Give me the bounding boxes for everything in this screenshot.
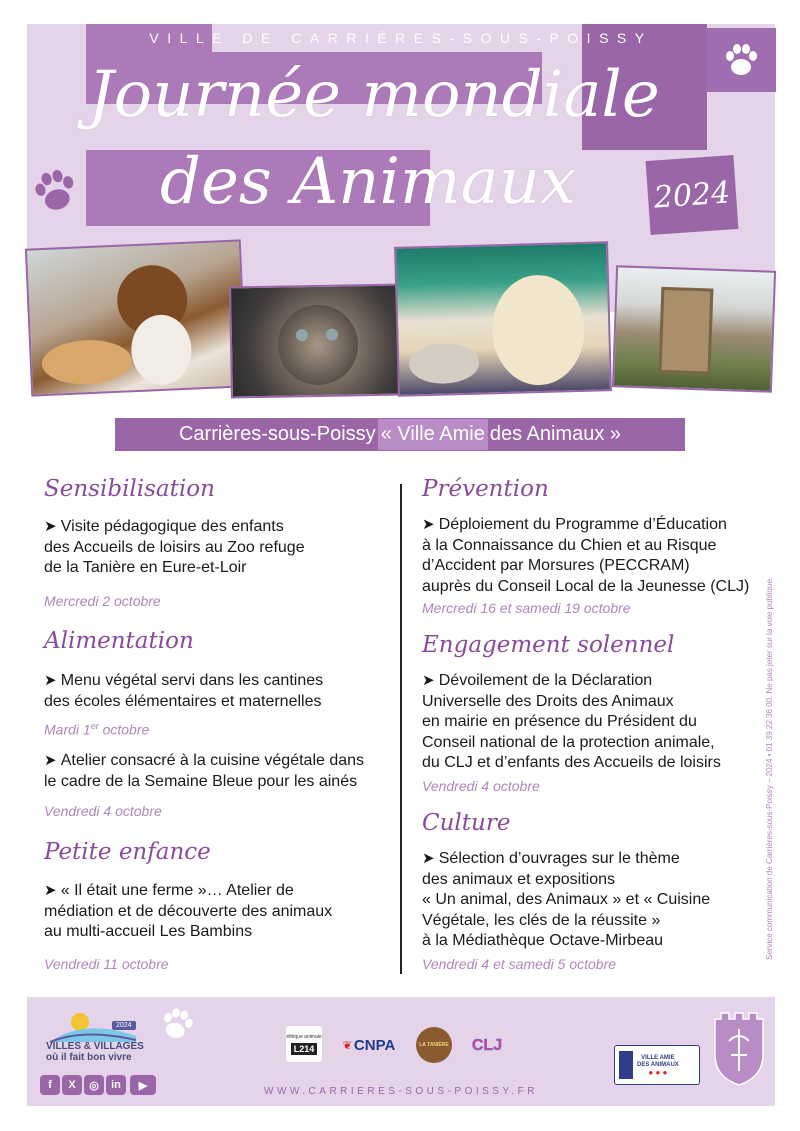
event-date: Mercredi 16 et samedi 19 octobre: [422, 600, 631, 616]
event-text: Déploiement du Programme d’Éducation: [438, 516, 727, 533]
event-text: Visite pédagogique des enfants: [60, 518, 284, 535]
arrow-icon: ➤: [44, 672, 61, 689]
year-text: 2024: [652, 174, 732, 216]
event-text: Menu végétal servi dans les cantines: [60, 672, 324, 689]
paw-box: [706, 28, 776, 92]
clj-logo[interactable]: CLJ: [471, 1037, 503, 1054]
year-badge: [646, 155, 739, 235]
event-ferme-workshop: [44, 881, 332, 943]
column-divider: [400, 484, 402, 974]
event-text: à la Connaissance du Chien et au Risque: [422, 536, 717, 554]
section-title-culture: Culture: [422, 810, 511, 836]
banner-part-1: Carrières-sous-Poissy: [178, 423, 376, 445]
villes-villages-subtitle: où il fait bon vivre: [46, 1052, 132, 1063]
event-text: auprès du Conseil Local de la Jeunesse (CLJ): [422, 577, 750, 595]
event-text: Végétale, les clés de la réussite »: [422, 911, 661, 929]
section-title-prevention: Prévention: [422, 476, 549, 502]
taniere-logo[interactable]: LA TANIÈRE: [416, 1027, 452, 1063]
event-mediatheque: [422, 849, 710, 952]
event-date: Mardi 1er octobre: [44, 721, 150, 738]
arrow-icon: ➤: [422, 672, 439, 689]
event-text: à la Médiathèque Octave-Mirbeau: [422, 932, 664, 949]
section-title-sensibilisation: Sensibilisation: [44, 476, 215, 502]
instagram-icon[interactable]: ◎: [84, 1075, 104, 1095]
paw-icon: [30, 166, 80, 216]
event-text: du CLJ et d’enfants des Accueils de loisirs: [422, 754, 721, 771]
paws-icon: ● ● ●: [648, 1067, 668, 1077]
villes-villages-title: VILLES & VILLAGES: [46, 1041, 144, 1052]
paw-icon: [158, 1004, 196, 1044]
event-text: Conseil national de la protection animale,: [422, 733, 715, 751]
event-text: « Il était une ferme »… Atelier de: [60, 882, 294, 899]
event-declaration: [422, 671, 721, 774]
cnpa-logo[interactable]: ❦ CNPA: [342, 1036, 396, 1054]
event-date: Vendredi 4 octobre: [422, 778, 540, 794]
event-date: Vendredi 11 octobre: [44, 956, 169, 972]
event-text: médiation et de découverte des animaux: [44, 902, 333, 920]
ville-amie-emblem-icon: [619, 1051, 633, 1079]
event-vegetal-menu: [44, 671, 323, 712]
section-title-petite-enfance: Petite enfance: [44, 839, 211, 865]
x-icon[interactable]: X: [62, 1075, 82, 1095]
l214-logo[interactable]: éthique animale L214: [286, 1026, 322, 1062]
event-text: d’Accident par Morsures (PECCRAM): [422, 557, 690, 574]
event-date: Vendredi 4 et samedi 5 octobre: [422, 956, 617, 972]
event-text: Atelier consacré à la cuisine végétale dans: [60, 752, 365, 769]
event-text: au multi-accueil Les Bambins: [44, 923, 253, 940]
event-text: de la Tanière en Eure-et-Loir: [44, 559, 247, 576]
website-link[interactable]: WWW.CARRIERES-SOUS-POISSY.FR: [264, 1086, 538, 1097]
event-text: Dévoilement de la Déclaration: [438, 672, 653, 689]
event-text: des animaux et expositions: [422, 870, 615, 888]
linkedin-icon[interactable]: in: [106, 1075, 126, 1095]
arrow-icon: ➤: [422, 516, 439, 533]
title-line-1: Journée mondiale: [88, 58, 660, 132]
photo-golden-retriever: [394, 241, 612, 397]
city-coat-of-arms-icon: [709, 1011, 769, 1087]
legal-side-text: Service communication de Carrières-sous-Poissy – 2024 • 01 39 22 36 00. Ne pas jeter sur la voie publique.: [765, 576, 774, 960]
ville-amie-logo[interactable]: VILLE AMIE DES ANIMAUX ● ● ●: [614, 1045, 700, 1085]
event-text: des écoles élémentaires et maternelles: [44, 692, 322, 710]
event-text: Sélection d’ouvrages sur le thème: [438, 850, 680, 867]
photo-beagle-and-cat: [25, 239, 247, 396]
event-text: Universelle des Droits des Animaux: [422, 692, 674, 710]
event-cooking-workshop: [44, 751, 364, 792]
photo-insect-hotel: [612, 265, 776, 393]
section-title-engagement: Engagement solennel: [422, 632, 675, 658]
arrow-icon: ➤: [44, 752, 61, 769]
paw-icon: [721, 40, 761, 80]
event-text: « Un animal, des Animaux » et « Cuisine: [422, 891, 711, 908]
banner-part-3: des Animaux »: [489, 423, 622, 445]
event-date: Vendredi 4 octobre: [44, 803, 162, 819]
arrow-icon: ➤: [44, 518, 61, 535]
event-date: Mercredi 2 octobre: [44, 593, 161, 609]
facebook-icon[interactable]: f: [40, 1075, 60, 1095]
event-text: en mairie en présence du Président du: [422, 713, 697, 730]
arrow-icon: ➤: [44, 882, 61, 899]
ville-amie-banner: [115, 418, 685, 451]
banner-part-2: « Ville Amie: [378, 419, 488, 450]
arrow-icon: ➤: [422, 850, 439, 867]
city-name: VILLE DE CARRIÈRES-SOUS-POISSY: [149, 30, 653, 46]
villes-villages-year: 2024: [112, 1021, 136, 1030]
event-text: le cadre de la Semaine Bleue pour les ainés: [44, 772, 358, 790]
title-line-2: des Animaux: [160, 145, 577, 219]
event-zoo-visit: [44, 517, 305, 579]
event-peccram: [422, 515, 749, 597]
youtube-icon[interactable]: ▶: [130, 1075, 156, 1095]
event-text: des Accueils de loisirs au Zoo refuge: [44, 538, 305, 556]
section-title-alimentation: Alimentation: [44, 628, 194, 654]
photo-kitten: [229, 284, 401, 399]
